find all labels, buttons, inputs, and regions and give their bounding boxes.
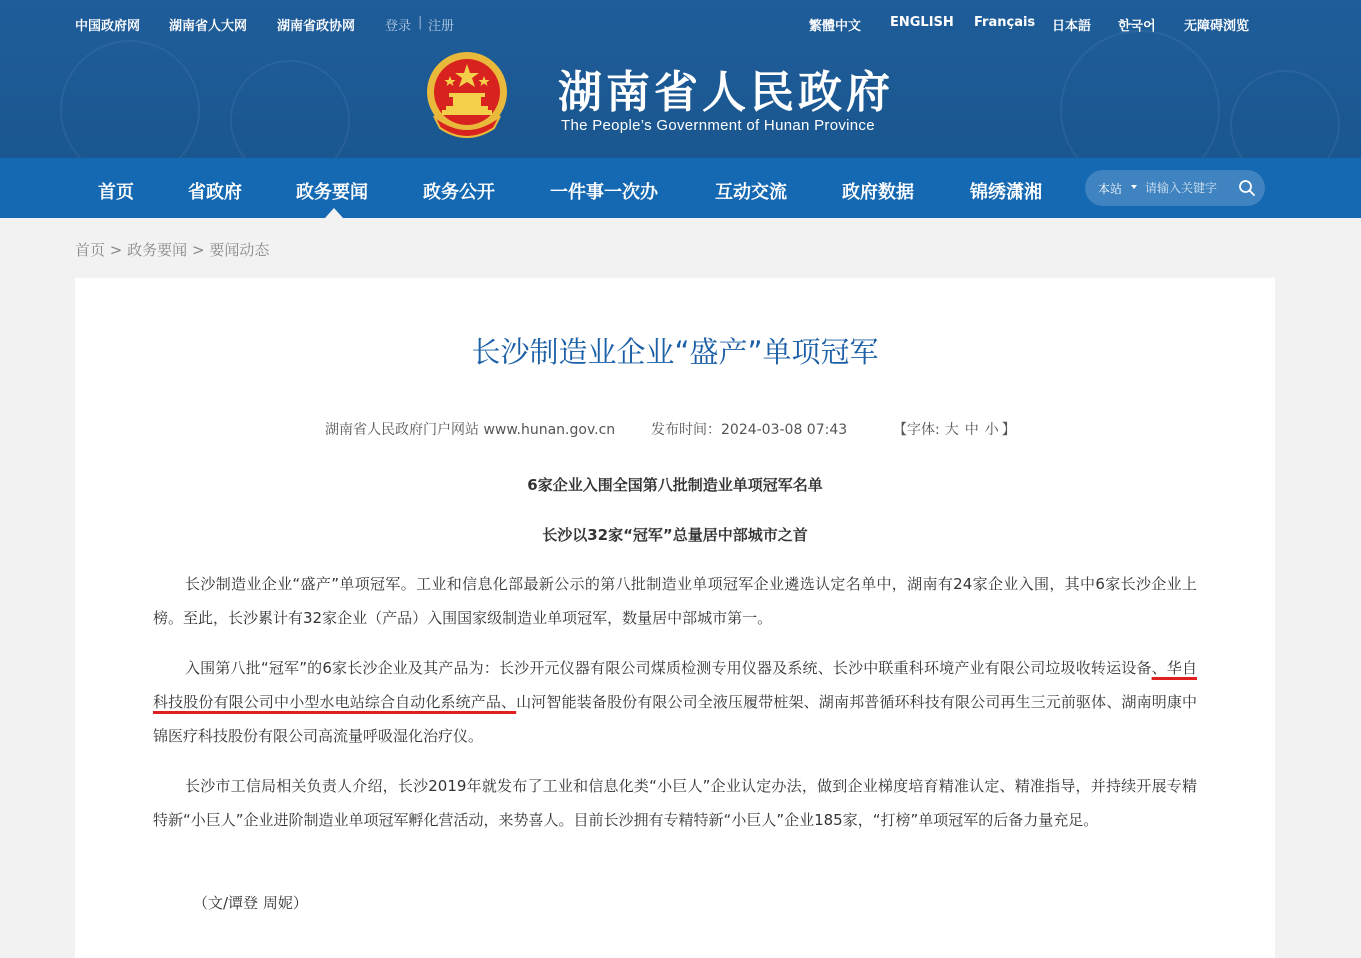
breadcrumb-gov-news[interactable]: 政务要闻 [127,241,188,259]
top-utility-bar [0,0,1361,48]
font-size-label: 【字体: [893,422,940,438]
nav-item-scenic-hunan[interactable]: 锦绣潇湘 [970,182,1042,203]
site-header [0,0,1361,158]
font-size-large-button[interactable]: 大 [944,422,959,438]
login-separator: | [418,15,423,30]
lang-traditional-chinese[interactable]: 繁體中文 [809,19,862,34]
article-panel [75,278,1275,958]
main-navigation [0,158,1361,218]
link-hunan-npc[interactable]: 湖南省人大网 [169,19,248,34]
lang-english[interactable]: ENGLISH [890,15,954,30]
nav-item-gov-news[interactable]: 政务要闻 [296,182,368,203]
search-scope-select[interactable]: 本站 [1098,182,1123,196]
lang-japanese[interactable]: 日本語 [1052,19,1092,34]
article-credit: （文/谭登 周妮） [193,894,308,912]
national-emblem-icon [424,50,510,140]
search-icon[interactable] [1238,179,1256,197]
nav-item-gov-disclosure[interactable]: 政务公开 [423,182,495,203]
font-size-close: 】 [1001,422,1016,438]
nav-item-gov-data[interactable]: 政府数据 [842,182,914,203]
register-link[interactable]: 注册 [428,19,455,34]
nav-item-one-stop-service[interactable]: 一件事一次办 [550,182,658,203]
nav-item-home[interactable]: 首页 [98,182,134,203]
link-gov-cn[interactable]: 中国政府网 [75,19,141,34]
active-nav-indicator [325,208,343,218]
login-link[interactable]: 登录 [385,19,412,34]
site-subtitle: The People’s Government of Hunan Province [561,117,875,134]
font-size-control [893,419,1016,439]
link-hunan-cppcc[interactable]: 湖南省政协网 [277,19,356,34]
publish-time-value: 2024-03-08 07:43 [721,422,848,438]
nav-item-interaction[interactable]: 互动交流 [715,182,787,203]
accessibility-link[interactable]: 无障碍浏览 [1184,19,1250,34]
nav-item-provincial-gov[interactable]: 省政府 [188,182,242,203]
lang-korean[interactable]: 한국어 [1118,19,1156,34]
article-paragraph-2 [153,651,1197,753]
article-paragraph-3: 长沙市工信局相关负责人介绍，长沙2019年就发布了工业和信息化类“小巨人”企业认定办法，做到企业梯度培育精准认定、精准指导，并持续开展专精特新“小巨人”企业进阶制造业单项冠军孵化营活动，来势喜人。目前长沙拥有专精特新“小巨人”企业185家，“打榜”单项冠军的后备力量充足。 [153,777,1197,829]
decorative-pattern [60,40,200,158]
font-size-small-button[interactable]: 小 [984,422,999,438]
breadcrumb-separator: > [191,241,205,259]
breadcrumb-home[interactable]: 首页 [75,241,106,259]
paragraph-text: 入围第八批“冠军”的6家长沙企业及其产品为：长沙开元仪器有限公司煤质检测专用仪器及系统、长沙中联重科环境产业有限公司垃圾收转运设备 [185,659,1152,677]
article-subhead-2: 长沙以32家“冠军”总量居中部城市之首 [542,526,808,544]
paragraph-text: 山河智能装备股份有限公司全液压履带桩架、湖南邦普循环科技有限公司再生三元前驱体、湖南明康中锦医疗科技股份有限公司高流量呼吸湿化治疗仪。 [153,693,1197,745]
publish-time [651,419,847,439]
decorative-pattern [1060,30,1220,158]
decorative-pattern [230,60,350,158]
article-paragraph-1: 长沙制造业企业“盛产”单项冠军。工业和信息化部最新公示的第八批制造业单项冠军企业遴选认定名单中，湖南有24家企业入围，其中6家长沙企业上榜。至此，长沙累计有32家企业（产品）入围国家级制造业单项冠军，数量居中部城市第一。 [153,575,1197,627]
breadcrumb-separator: > [109,241,123,259]
search-box [1085,170,1265,206]
font-size-medium-button[interactable]: 中 [964,422,979,438]
publish-label: 发布时间： [651,422,721,438]
decorative-pattern [1230,70,1340,158]
article-title: 长沙制造业企业“盛产”单项冠军 [471,335,879,369]
highlighted-text: 、华自科技股份有限公司中小型水电站综合自动化系统产品、 [153,659,1197,711]
article-source: 湖南省人民政府门户网站 www.hunan.gov.cn [325,422,616,438]
breadcrumb [75,239,269,260]
site-title: 湖南省人民政府 [558,67,894,118]
article-subhead-1: 6家企业入围全国第八批制造业单项冠军名单 [527,476,823,494]
breadcrumb-news-updates[interactable]: 要闻动态 [209,241,270,259]
search-input[interactable] [1145,178,1235,198]
chevron-down-icon [1131,185,1137,189]
lang-french[interactable]: Français [974,15,1036,30]
